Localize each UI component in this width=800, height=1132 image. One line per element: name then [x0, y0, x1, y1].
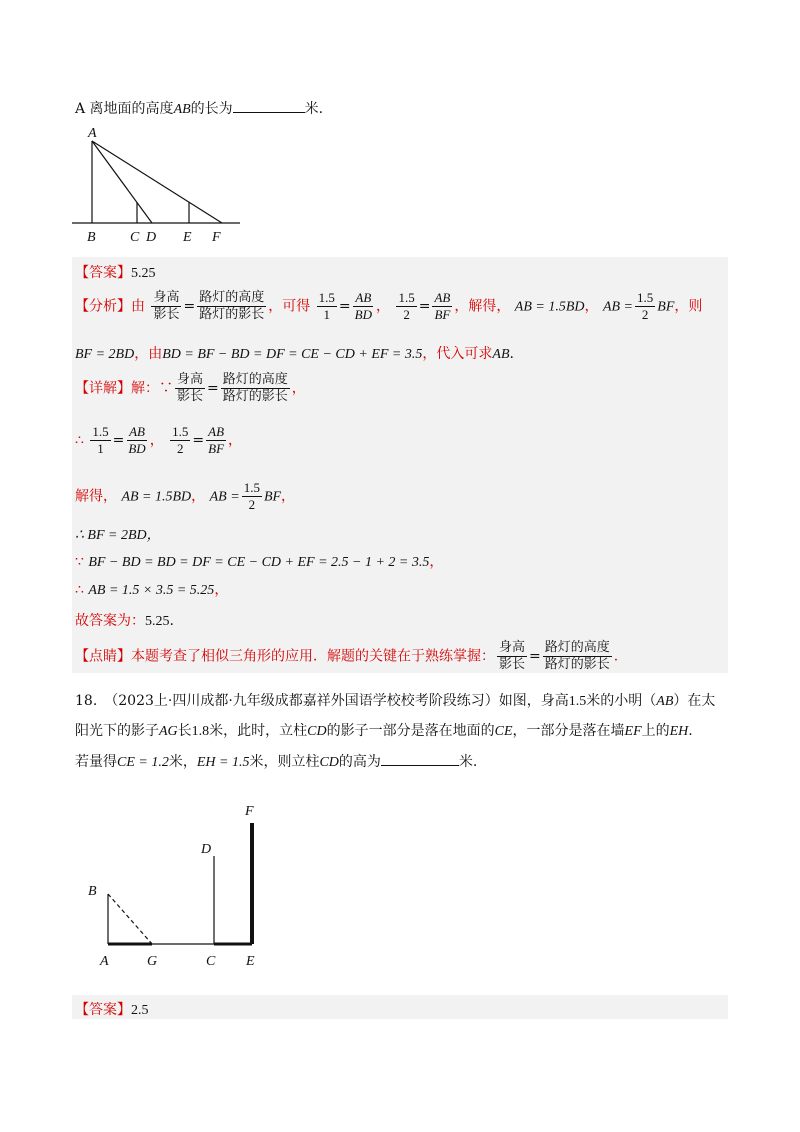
- figure-sun-shadow: [80, 795, 280, 975]
- figure-streetlight: [70, 122, 250, 247]
- point-label: A: [88, 126, 97, 141]
- analysis-line-1: 【分析】由 $\frac{\text{身高}}{\text{影长}}$ = $\frac{\text{路灯的高度}}{\text{路灯的影长}}$ ，可得 $\frac{1.5}{1}$ = $\frac{AB}{BD}$ ， $\frac{1.5}{2}$ = $\frac{AB}{BF}$ ，解得， AB = 1.5BD， AB = $\frac{1.5}{2}$ BF，则: [75, 290, 703, 322]
- point-label: D: [146, 230, 157, 245]
- detail-line-7: 故答案为：5.25.: [75, 613, 174, 629]
- answer-18: 【答案】2.5: [75, 1002, 149, 1018]
- point-label: C: [206, 954, 216, 969]
- detail-line-3: 解得， AB = 1.5BD， AB = $\frac{1.5}{2}$ BF，: [75, 480, 296, 512]
- point-label: G: [147, 954, 158, 969]
- point-label: D: [201, 842, 212, 857]
- point-label: E: [183, 230, 192, 245]
- point-label: B: [88, 884, 97, 899]
- q17-tail-line: A 离地面的高度AB的长为 米.: [75, 98, 323, 118]
- analysis-line-2: BF = 2BD，由BD = BF − BD = DF = CE − CD + EF = 3.5，代入可求AB.: [75, 346, 514, 362]
- detail-line-1: 【详解】解：∵ $\frac{\text{身高}}{\text{影长}}$ = $\frac{\text{路灯的高度}}{\text{路灯的影长}}$ ，: [75, 372, 306, 404]
- detail-line-5: ∵ BF − BD = BD = DF = CE − CD + EF = 2.5 − 1 + 2 = 3.5，: [75, 554, 444, 570]
- answer-17: 【答案】5.25: [75, 265, 156, 281]
- point-label: F: [212, 230, 221, 245]
- answer-box-18: [72, 995, 728, 1019]
- q18-line-1: 18. （2023上·四川成都·九年级成都嘉祥外国语学校校考阶段练习）如图，身高1.5米的小明（AB）在太: [75, 693, 716, 709]
- answer-blank: [233, 98, 305, 113]
- detail-line-4: ∴ BF = 2BD，: [75, 528, 161, 543]
- point-label: A: [100, 954, 109, 969]
- point-label: C: [130, 230, 140, 245]
- point-label: E: [246, 954, 255, 969]
- point-label: F: [245, 804, 254, 819]
- answer-blank: [381, 751, 459, 766]
- detail-line-6: ∴ AB = 1.5 × 3.5 = 5.25，: [75, 582, 229, 598]
- dianjing-line: 【点睛】本题考查了相似三角形的应用．解题的关键在于熟练掌握： $\frac{\text{身高}}{\text{影长}}$ = $\frac{\text{路灯的高度}}{\text{路灯的影长}}$ .: [75, 640, 619, 672]
- q18-line-2: 阳光下的影子AG长1.8米，此时，立柱CD的影子一部分是落在地面的CE，一部分是落在墙EF上的EH.: [75, 723, 693, 739]
- q18-line-3: 若量得CE = 1.2米，EH = 1.5米，则立柱CD的高为 米.: [75, 751, 477, 771]
- point-label: B: [87, 230, 96, 245]
- detail-line-2: ∴ $\frac{1.5}{1}$ = $\frac{AB}{BD}$ ， $\frac{1.5}{2}$ = $\frac{AB}{BF}$ ，: [75, 424, 243, 456]
